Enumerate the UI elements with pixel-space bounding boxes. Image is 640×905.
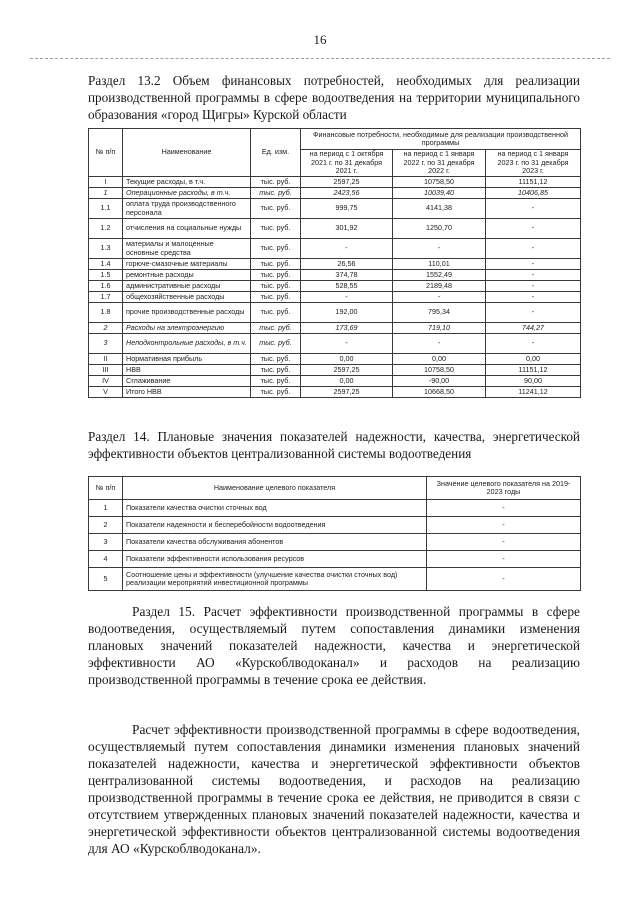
row-num: 1.7 (89, 292, 123, 303)
row-value-period-2: -90,00 (393, 376, 486, 387)
row-name: горюче-смазочные материалы (123, 259, 251, 270)
row-num: V (89, 387, 123, 398)
target-indicators-body (89, 500, 581, 591)
indicator-name: Показатели эффективности использования ресурсов (123, 551, 427, 568)
financial-row (89, 303, 581, 323)
col-header-group: Финансовые потребности, необходимые для реализации производственной программы (301, 129, 581, 150)
row-name: административные расходы (123, 281, 251, 292)
row-unit: тыс. руб. (251, 281, 301, 292)
row-unit: тыс. руб. (251, 270, 301, 281)
row-num: 1.6 (89, 281, 123, 292)
indicator-row (89, 534, 581, 551)
financial-row (89, 281, 581, 292)
row-value-period-1: 2423,56 (301, 188, 393, 199)
row-value-period-1: 192,00 (301, 303, 393, 323)
header-rule (30, 58, 610, 59)
col-header-period-2: на период с 1 января 2022 г. по 31 декабря 2022 г. (393, 150, 486, 177)
row-value-period-3: - (486, 334, 581, 354)
row-value-period-3: 11151,12 (486, 177, 581, 188)
row-value-period-2: 10668,50 (393, 387, 486, 398)
row-name: общехозяйственные расходы (123, 292, 251, 303)
row-value-period-2: 10758,50 (393, 177, 486, 188)
row-value-period-2: 719,10 (393, 323, 486, 334)
row-num: IV (89, 376, 123, 387)
row-value-period-1: 2597,25 (301, 387, 393, 398)
row-name: Текущие расходы, в т.ч. (123, 177, 251, 188)
financial-needs-table (88, 128, 581, 398)
row-value-period-1: 26,56 (301, 259, 393, 270)
financial-row (89, 199, 581, 219)
row-value-period-2: 795,34 (393, 303, 486, 323)
row-num: III (89, 365, 123, 376)
row-value-period-3: 0,00 (486, 354, 581, 365)
financial-row (89, 387, 581, 398)
row-value-period-2: 1250,70 (393, 219, 486, 239)
financial-row (89, 365, 581, 376)
col-header-period-1: на период с 1 октября 2021 г. по 31 декабря 2021 г. (301, 150, 393, 177)
row-unit: тыс. руб. (251, 199, 301, 219)
indicator-value: - (427, 551, 581, 568)
indicator-name: Показатели качества обслуживания абонентов (123, 534, 427, 551)
row-value-period-2: 10039,40 (393, 188, 486, 199)
row-num: 1.1 (89, 199, 123, 219)
row-value-period-1: 999,75 (301, 199, 393, 219)
indicator-num: 2 (89, 517, 123, 534)
indicator-num: 1 (89, 500, 123, 517)
row-value-period-3: 90,00 (486, 376, 581, 387)
row-value-period-3: - (486, 199, 581, 219)
row-name: Операционные расходы, в т.ч. (123, 188, 251, 199)
row-name: материалы и малоценные основные средства (123, 239, 251, 259)
row-value-period-1: - (301, 239, 393, 259)
row-value-period-3: - (486, 259, 581, 270)
row-value-period-3: - (486, 281, 581, 292)
col-header-unit: Ед. изм. (251, 129, 301, 177)
row-value-period-2: 10758,50 (393, 365, 486, 376)
section-15-body: Расчет эффективности производственной программы в сфере водоотведения, осуществляемый путем сопоставления динамики изменения плановых значений показателей надежности, качества и энергетической эффективности объектов централизованной системы водоотведения, и расходов на реализацию производственной программы в течение срока ее действия, не приводится в связи с отсутствием утвержденных плановых значений показателей надежности, качества и энергетической эффективности объектов централизованной системы водоотведения для АО «Курскоблводоканал». (88, 722, 580, 856)
row-value-period-3: 11151,12 (486, 365, 581, 376)
financial-row (89, 270, 581, 281)
financial-row (89, 292, 581, 303)
row-unit: тыс. руб. (251, 292, 301, 303)
row-name: Расходы на электроэнергию (123, 323, 251, 334)
col-header-period-3: на период с 1 января 2023 г. по 31 декабря 2023 г. (486, 150, 581, 177)
financial-row (89, 177, 581, 188)
row-value-period-1: 2597,25 (301, 365, 393, 376)
row-value-period-3: 744,27 (486, 323, 581, 334)
row-value-period-3: - (486, 219, 581, 239)
financial-needs-body (89, 177, 581, 398)
row-value-period-2: 110,01 (393, 259, 486, 270)
target-indicators-table (88, 476, 581, 591)
row-name: Сглаживание (123, 376, 251, 387)
row-value-period-1: - (301, 334, 393, 354)
row-unit: тыс. руб. (251, 303, 301, 323)
row-num: 1.5 (89, 270, 123, 281)
row-value-period-2: 2189,48 (393, 281, 486, 292)
row-value-period-3: - (486, 270, 581, 281)
t2-col-header-name: Наименование целевого показателя (123, 477, 427, 500)
row-name: Нормативная прибыль (123, 354, 251, 365)
financial-row (89, 219, 581, 239)
indicator-value: - (427, 534, 581, 551)
row-num: I (89, 177, 123, 188)
row-value-period-1: 528,55 (301, 281, 393, 292)
section-13-2-heading: Раздел 13.2 Объем финансовых потребностей, необходимых для реализации производственной программы в сфере водоотведения на территории муниципального образования «город Щигры» Курской области (88, 73, 580, 122)
row-num: 1.2 (89, 219, 123, 239)
t2-col-header-num: № п/п (89, 477, 123, 500)
row-unit: тыс. руб. (251, 387, 301, 398)
financial-row (89, 323, 581, 334)
row-num: 1 (89, 188, 123, 199)
row-value-period-2: - (393, 292, 486, 303)
row-unit: тыс. руб. (251, 259, 301, 270)
row-name: ремонтные расходы (123, 270, 251, 281)
t2-col-header-value: Значение целевого показателя на 2019-2023 годы (427, 477, 581, 500)
row-num: 2 (89, 323, 123, 334)
indicator-value: - (427, 517, 581, 534)
financial-row (89, 239, 581, 259)
indicator-row (89, 500, 581, 517)
row-value-period-1: 374,78 (301, 270, 393, 281)
indicator-num: 4 (89, 551, 123, 568)
row-value-period-3: 10406,85 (486, 188, 581, 199)
row-value-period-2: 4141,38 (393, 199, 486, 219)
section-15-heading: Раздел 15. Расчет эффективности производственной программы в сфере водоотведения, осуществляемый путем сопоставления динамики изменения плановых значений показателей надежности, качества и энергетической эффективности АО «Курскоблводоканал» и расходов на реализацию производственной программы в течение срока ее действия. (88, 604, 580, 687)
indicator-row (89, 551, 581, 568)
row-num: 1.8 (89, 303, 123, 323)
financial-row (89, 259, 581, 270)
row-num: 3 (89, 334, 123, 354)
indicator-value: - (427, 500, 581, 517)
row-value-period-2: 0,00 (393, 354, 486, 365)
row-value-period-1: 173,69 (301, 323, 393, 334)
row-num: 1.3 (89, 239, 123, 259)
indicator-name: Соотношение цены и эффективности (улучшение качества очистки сточных вод) реализации мероприятий инвестиционной программы (123, 568, 427, 591)
row-value-period-1: 0,00 (301, 376, 393, 387)
row-name: НВВ (123, 365, 251, 376)
row-name: оплата труда производственного персонала (123, 199, 251, 219)
row-value-period-2: - (393, 334, 486, 354)
row-value-period-3: 11241,12 (486, 387, 581, 398)
indicator-name: Показатели надежности и бесперебойности водоотведения (123, 517, 427, 534)
col-header-name: Наименование (123, 129, 251, 177)
row-name: Итого НВВ (123, 387, 251, 398)
indicator-num: 3 (89, 534, 123, 551)
indicator-row (89, 568, 581, 591)
financial-row (89, 376, 581, 387)
indicator-name: Показатели качества очистки сточных вод (123, 500, 427, 517)
row-value-period-3: - (486, 303, 581, 323)
row-unit: тыс. руб. (251, 334, 301, 354)
row-num: 1.4 (89, 259, 123, 270)
indicator-num: 5 (89, 568, 123, 591)
section-14-heading: Раздел 14. Плановые значения показателей надежности, качества, энергетической эффективности объектов централизованной системы водоотведения (88, 429, 580, 461)
col-header-num: № п/п (89, 129, 123, 177)
row-unit: тыс. руб. (251, 239, 301, 259)
row-unit: тыс. руб. (251, 188, 301, 199)
row-value-period-3: - (486, 292, 581, 303)
row-unit: тыс. руб. (251, 177, 301, 188)
row-value-period-3: - (486, 239, 581, 259)
row-name: прочие производственные расходы (123, 303, 251, 323)
row-unit: тыс. руб. (251, 354, 301, 365)
row-num: II (89, 354, 123, 365)
row-value-period-1: 301,92 (301, 219, 393, 239)
row-name: отчисления на социальные нужды (123, 219, 251, 239)
row-unit: тыс. руб. (251, 219, 301, 239)
financial-row (89, 188, 581, 199)
row-unit: тыс. руб. (251, 376, 301, 387)
row-value-period-1: - (301, 292, 393, 303)
row-unit: тыс. руб. (251, 323, 301, 334)
row-value-period-2: 1552,49 (393, 270, 486, 281)
row-value-period-1: 2597,25 (301, 177, 393, 188)
page-number: 16 (313, 32, 327, 47)
financial-row (89, 334, 581, 354)
row-unit: тыс. руб. (251, 365, 301, 376)
financial-row (89, 354, 581, 365)
indicator-value: - (427, 568, 581, 591)
row-value-period-1: 0,00 (301, 354, 393, 365)
row-name: Неподконтрольные расходы, в т.ч. (123, 334, 251, 354)
indicator-row (89, 517, 581, 534)
row-value-period-2: - (393, 239, 486, 259)
